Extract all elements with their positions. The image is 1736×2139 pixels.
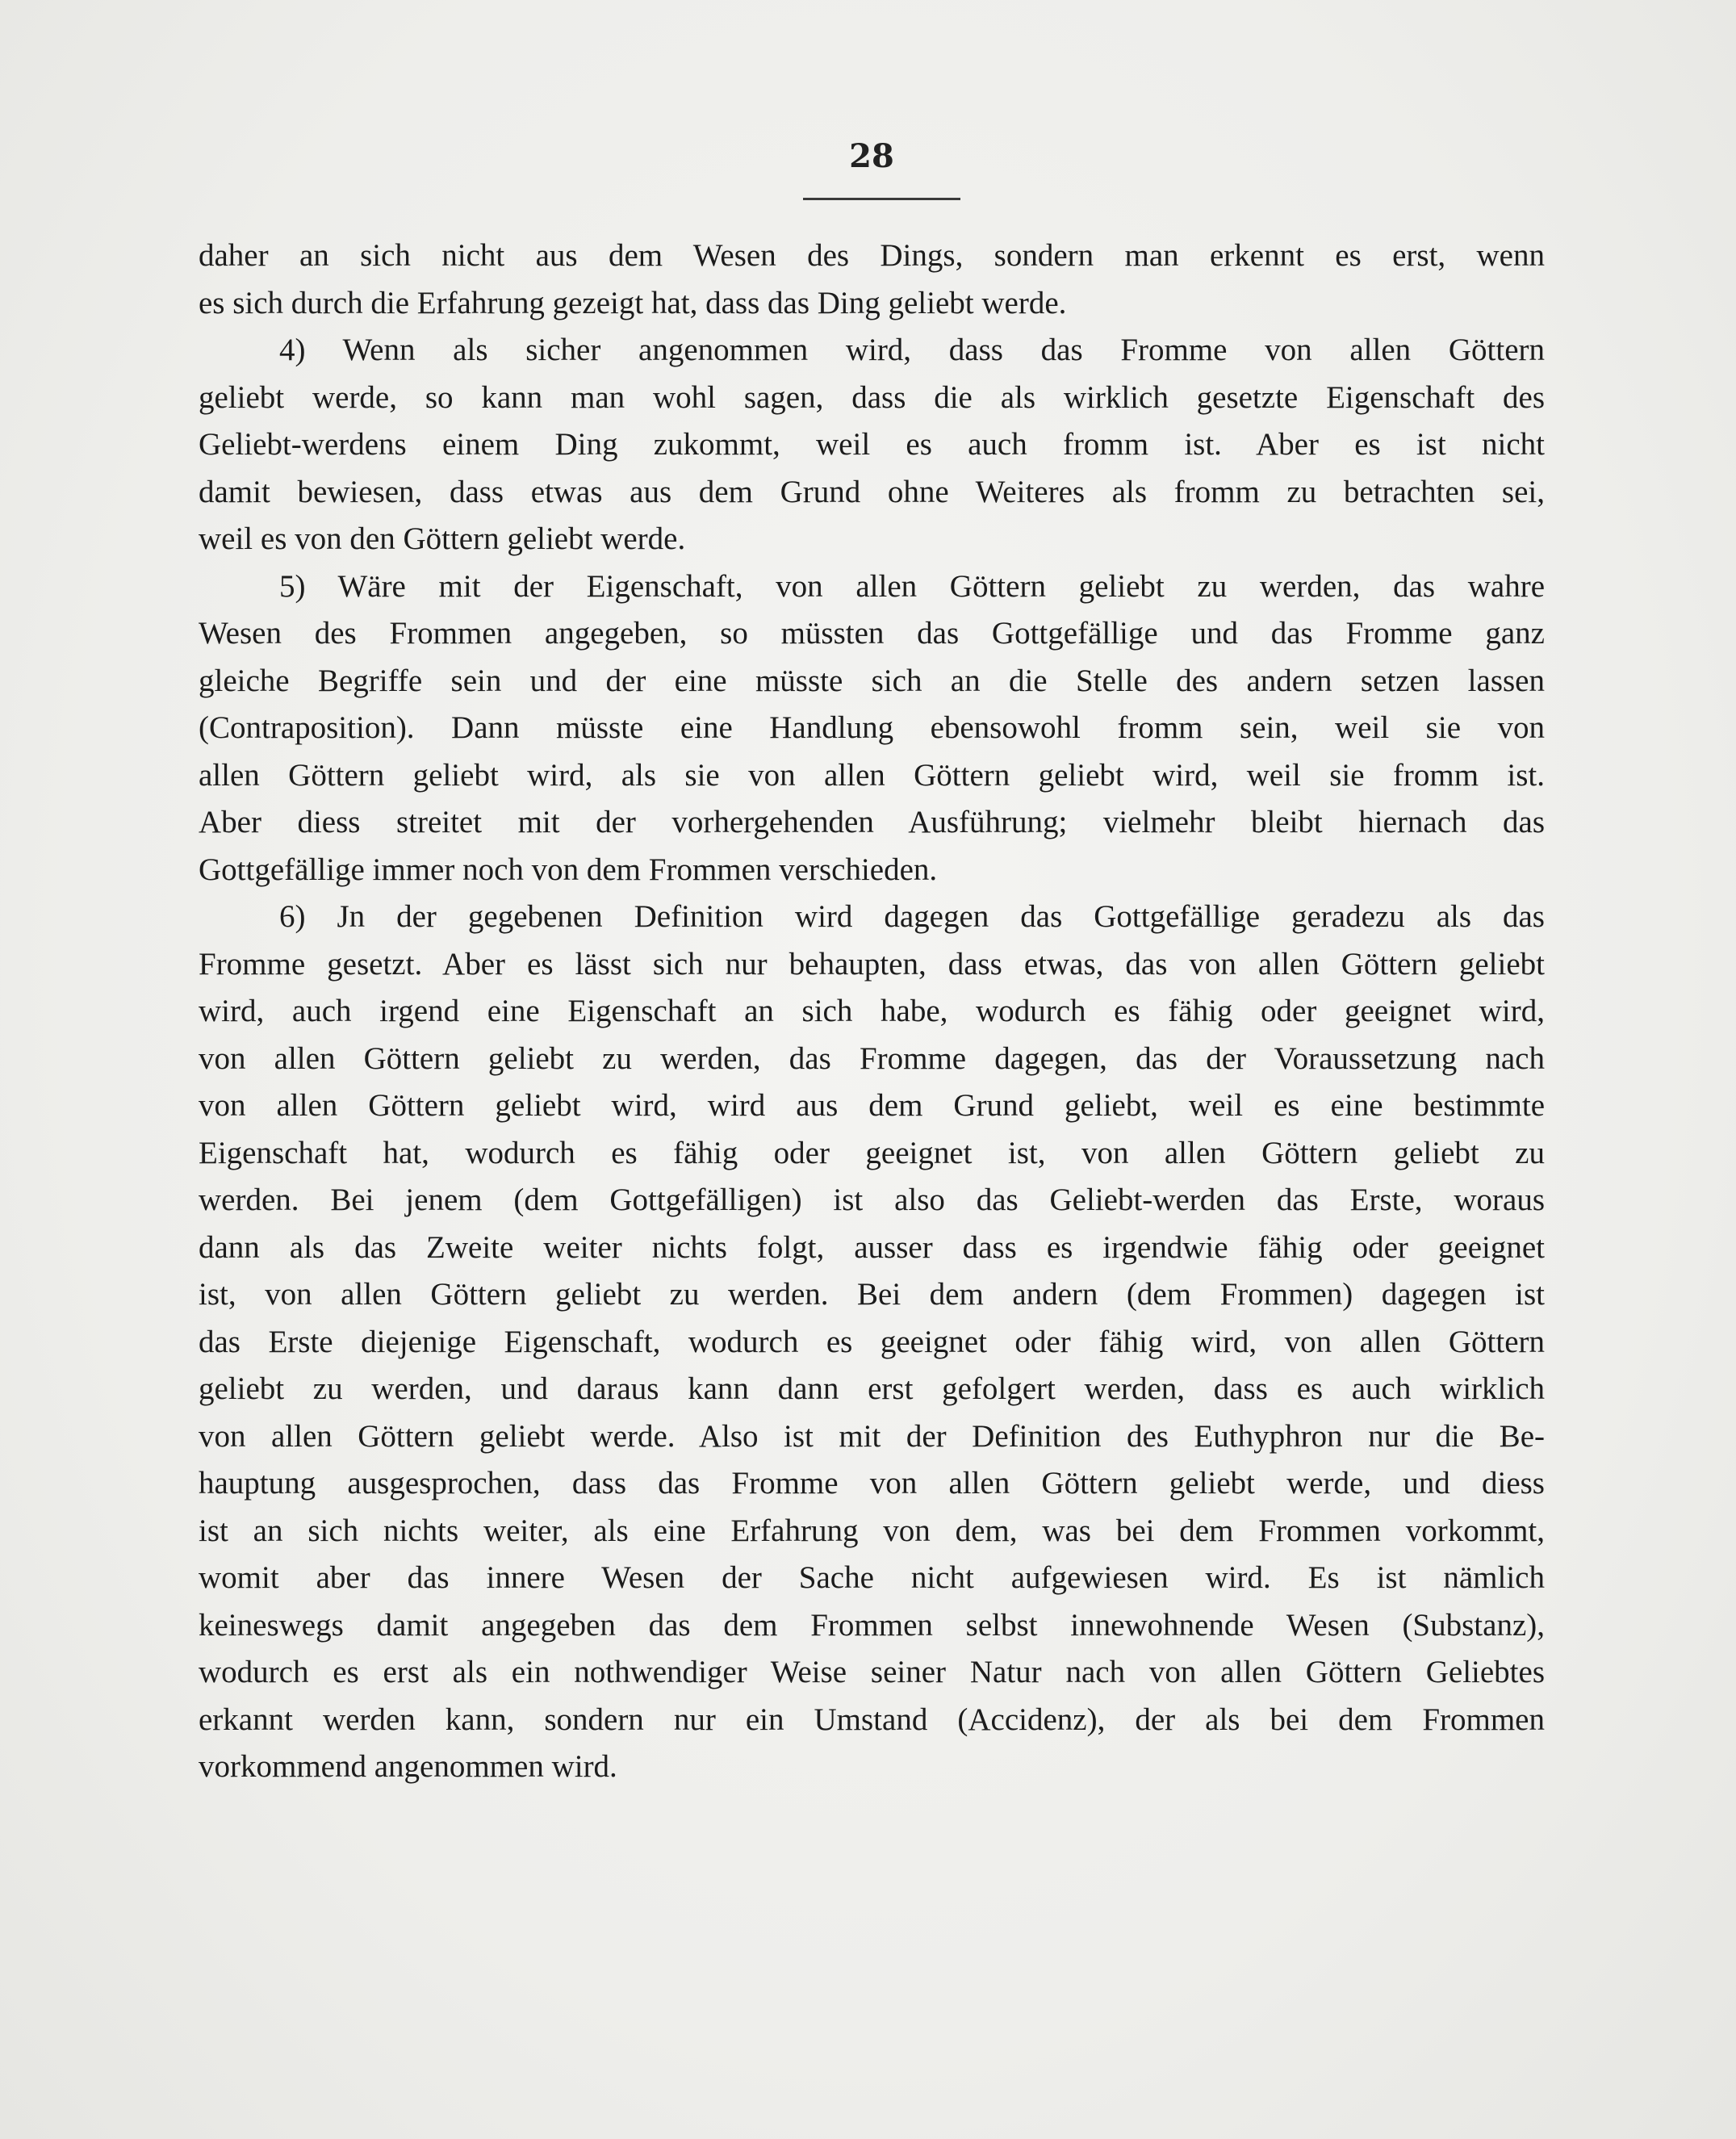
text-line: von allen Göttern geliebt zu werden, das Fromme dagegen, das der Voraussetzung nach (199, 1040, 1545, 1076)
text-line: gleiche Begriffe sein und der eine müsste sich an die Stelle des andern setzen lassen (199, 663, 1545, 698)
text-line: (Contraposition). Dann müsste eine Handlung ebensowohl fromm sein, weil sie von (199, 710, 1545, 745)
text-line: weil es von den Göttern geliebt werde. (199, 521, 686, 556)
text-line: wird, auch irgend eine Eigenschaft an sich habe, wodurch es fähig oder geeignet wird, (199, 994, 1545, 1028)
text-line: 4) Wenn als sicher angenommen wird, dass das Fromme von allen Göttern (279, 333, 1545, 367)
text-line: allen Göttern geliebt wird, als sie von allen Göttern geliebt wird, weil sie fromm ist. (199, 757, 1545, 793)
text-line: vorkommend angenommen wird. (199, 1749, 617, 1784)
text-line: ist an sich nichts weiter, als eine Erfahrung von dem, was bei dem Frommen vorkommt, (199, 1513, 1545, 1548)
text-line: Aber diess streitet mit der vorhergehenden Ausführung; vielmehr bleibt hiernach das (199, 805, 1545, 839)
text-line: Fromme gesetzt. Aber es lässt sich nur behaupten, dass etwas, das von allen Göttern geliebt (199, 946, 1545, 982)
text-line: geliebt zu werden, und daraus kann dann erst gefolgert werden, dass es auch wirklich (199, 1371, 1545, 1406)
text-line: Eigenschaft hat, wodurch es fähig oder geeignet ist, von allen Göttern geliebt zu (199, 1135, 1545, 1170)
text-line: hauptung ausgesprochen, dass das Fromme von allen Göttern geliebt werde, und diess (199, 1466, 1545, 1501)
text-line: werden. Bei jenem (dem Gottgefälligen) ist also das Geliebt-werden das Erste, woraus (199, 1183, 1545, 1217)
text-line: Wesen des Frommen angegeben, so müssten das Gottgefällige und das Fromme ganz (199, 616, 1545, 651)
text-line: dann als das Zweite weiter nichts folgt, ausser dass es irgendwie fähig oder geeignet (199, 1229, 1545, 1265)
text-line: daher an sich nicht aus dem Wesen des Dings, sondern man erkennt es erst, wenn (199, 238, 1545, 273)
text-line: keineswegs damit angegeben das dem Frommen selbst innewohnende Wesen (Substanz), (199, 1607, 1545, 1643)
page-number: 28 (849, 137, 894, 175)
text-line: womit aber das innere Wesen der Sache nicht aufgewiesen wird. Es ist nämlich (199, 1560, 1545, 1595)
text-line: erkannt werden kann, sondern nur ein Umstand (Accidenz), der als bei dem Frommen (199, 1702, 1545, 1737)
header-rule (803, 198, 960, 200)
text-line: Geliebt-werdens einem Ding zukommt, weil es auch fromm ist. Aber es ist nicht (199, 427, 1545, 462)
text-line: geliebt werde, so kann man wohl sagen, dass die als wirklich gesetzte Eigenschaft des (199, 379, 1545, 415)
text-line: von allen Göttern geliebt wird, wird aus dem Grund geliebt, weil es eine bestimmte (199, 1088, 1545, 1123)
body-text (199, 232, 1545, 1791)
text-line: das Erste diejenige Eigenschaft, wodurch es geeignet oder fähig wird, von allen Göttern (199, 1324, 1545, 1359)
text-line: wodurch es erst als ein nothwendiger Weise seiner Natur nach von allen Göttern Geliebtes (199, 1655, 1545, 1689)
text-line: es sich durch die Erfahrung gezeigt hat, dass das Ding geliebt werde. (199, 285, 1067, 320)
text-line: damit bewiesen, dass etwas aus dem Grund ohne Weiteres als fromm zu betrachten sei, (199, 474, 1545, 509)
text-line: ist, von allen Göttern geliebt zu werden. Bei dem andern (dem Frommen) dagegen ist (199, 1277, 1545, 1312)
text-line: Gottgefällige immer noch von dem Frommen verschieden. (199, 852, 938, 887)
text-line: 5) Wäre mit der Eigenschaft, von allen Göttern geliebt zu werden, das wahre (279, 568, 1545, 604)
text-line: von allen Göttern geliebt werde. Also ist mit der Definition des Euthyphron nur die Be- (199, 1418, 1545, 1454)
text-line: 6) Jn der gegebenen Definition wird dagegen das Gottgefällige geradezu als das (279, 899, 1545, 934)
